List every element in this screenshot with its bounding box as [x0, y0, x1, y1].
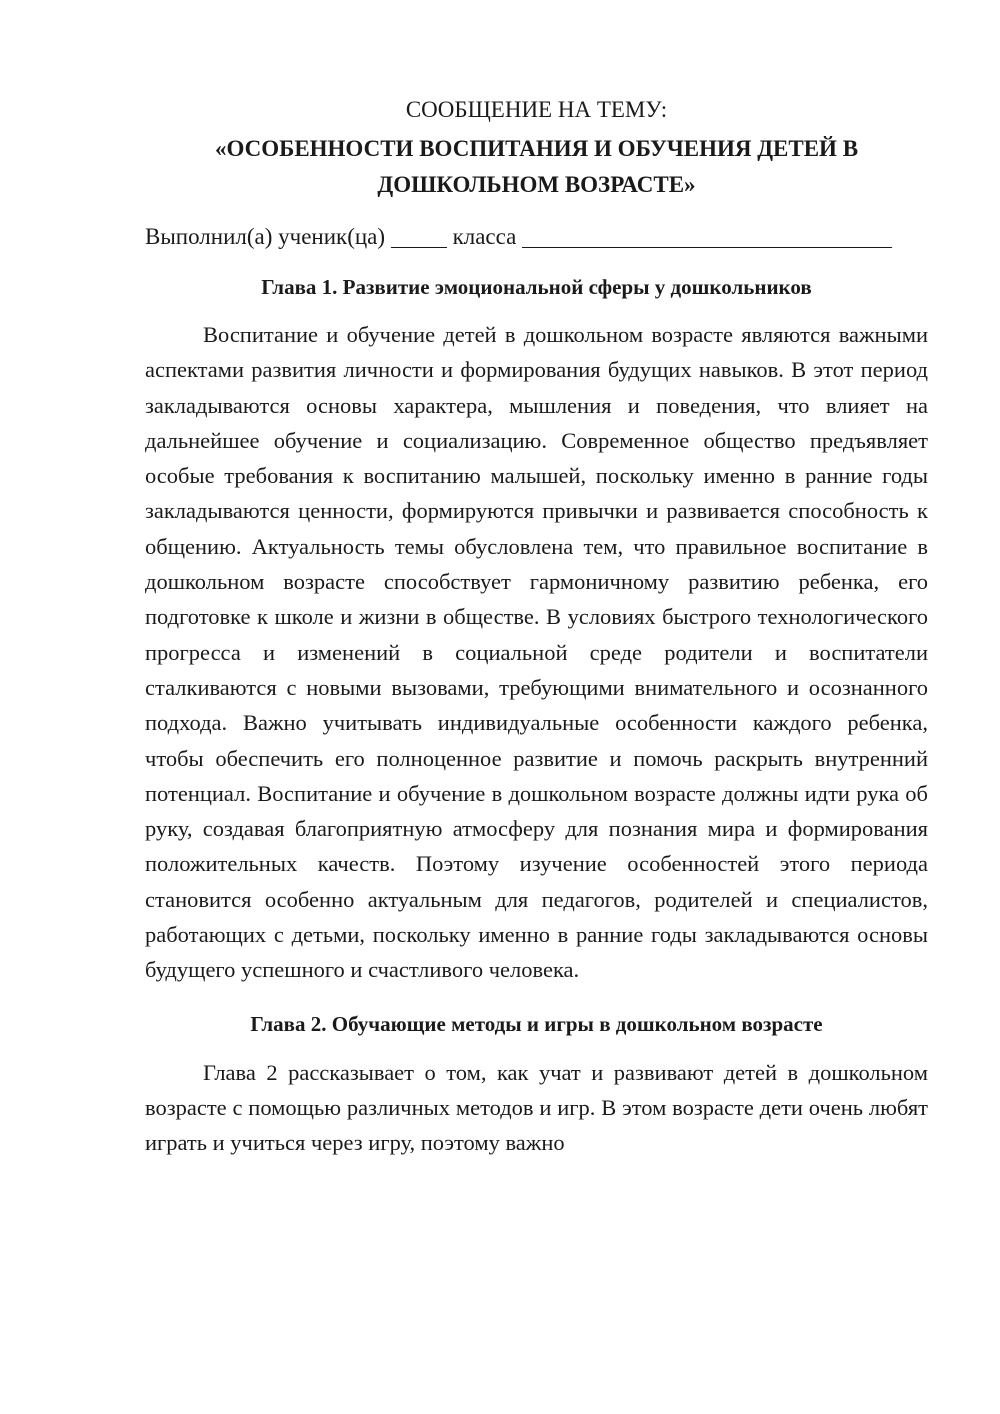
- student-name-blank: [522, 225, 892, 248]
- class-label: класса: [452, 224, 517, 249]
- chapter-2-title: Глава 2. Обучающие методы и игры в дошкольном возрасте: [250, 1011, 823, 1036]
- document-title-line-1: «ОСОБЕННОСТИ ВОСПИТАНИЯ И ОБУЧЕНИЯ ДЕТЕЙ В: [214, 136, 859, 161]
- author-prefix: Выполнил(а) ученик(ца): [145, 224, 386, 249]
- chapter-1-paragraph: Воспитание и обучение детей в дошкольном возрасте являются важными аспектами развития личности и формирования будущих навыков. В этот период закладываются основы характера, мышления и поведения, что влияет на дальнейшее обучение и социализацию. Современное общество предъявляет особые требования к воспитанию малышей, поскольку именно в ранние годы закладываются ценности, формируются привычки и развивается способность к общению. Актуальность темы обусловлена тем, что правильное воспитание в дошкольном возрасте способствует гармоничному развитию ребенка, его подготовке к школе и жизни в обществе. В условиях быстрого технологического прогресса и изменений в социальной среде родители и воспитатели сталкиваются с новыми вызовами, требующими внимательного и осознанного подхода. Важно учитывать индивидуальные особенности каждого ребенка, чтобы обеспечить его полноценное развитие и помочь раскрыть внутренний потенциал. Воспитание и обучение в дошкольном возрасте должны идти рука об руку, создавая благоприятную атмосферу для познания мира и формирования положительных качеств. Поэтому изучение особенностей этого периода становится особенно актуальным для педагогов, родителей и специалистов, работающих с детьми, поскольку именно в ранние годы закладываются основы будущего успешного и счастливого человека.: [145, 322, 928, 983]
- class-number-blank: [391, 225, 447, 248]
- chapter-1-title: Глава 1. Развитие эмоциональной сферы у дошкольников: [261, 275, 812, 299]
- document-page: [145, 92, 928, 1161]
- document-type-heading: СООБЩЕНИЕ НА ТЕМУ:: [405, 97, 668, 122]
- chapter-2-paragraph: Глава 2 рассказывает о том, как учат и развивают детей в дошкольном возрасте с помощью различных методов и игр. В этом возрасте дети очень любят играть и учиться через игру, поэтому важно: [145, 1059, 928, 1156]
- author-line: [145, 222, 928, 252]
- document-title-line-2: ДОШКОЛЬНОМ ВОЗРАСТЕ»: [377, 172, 696, 197]
